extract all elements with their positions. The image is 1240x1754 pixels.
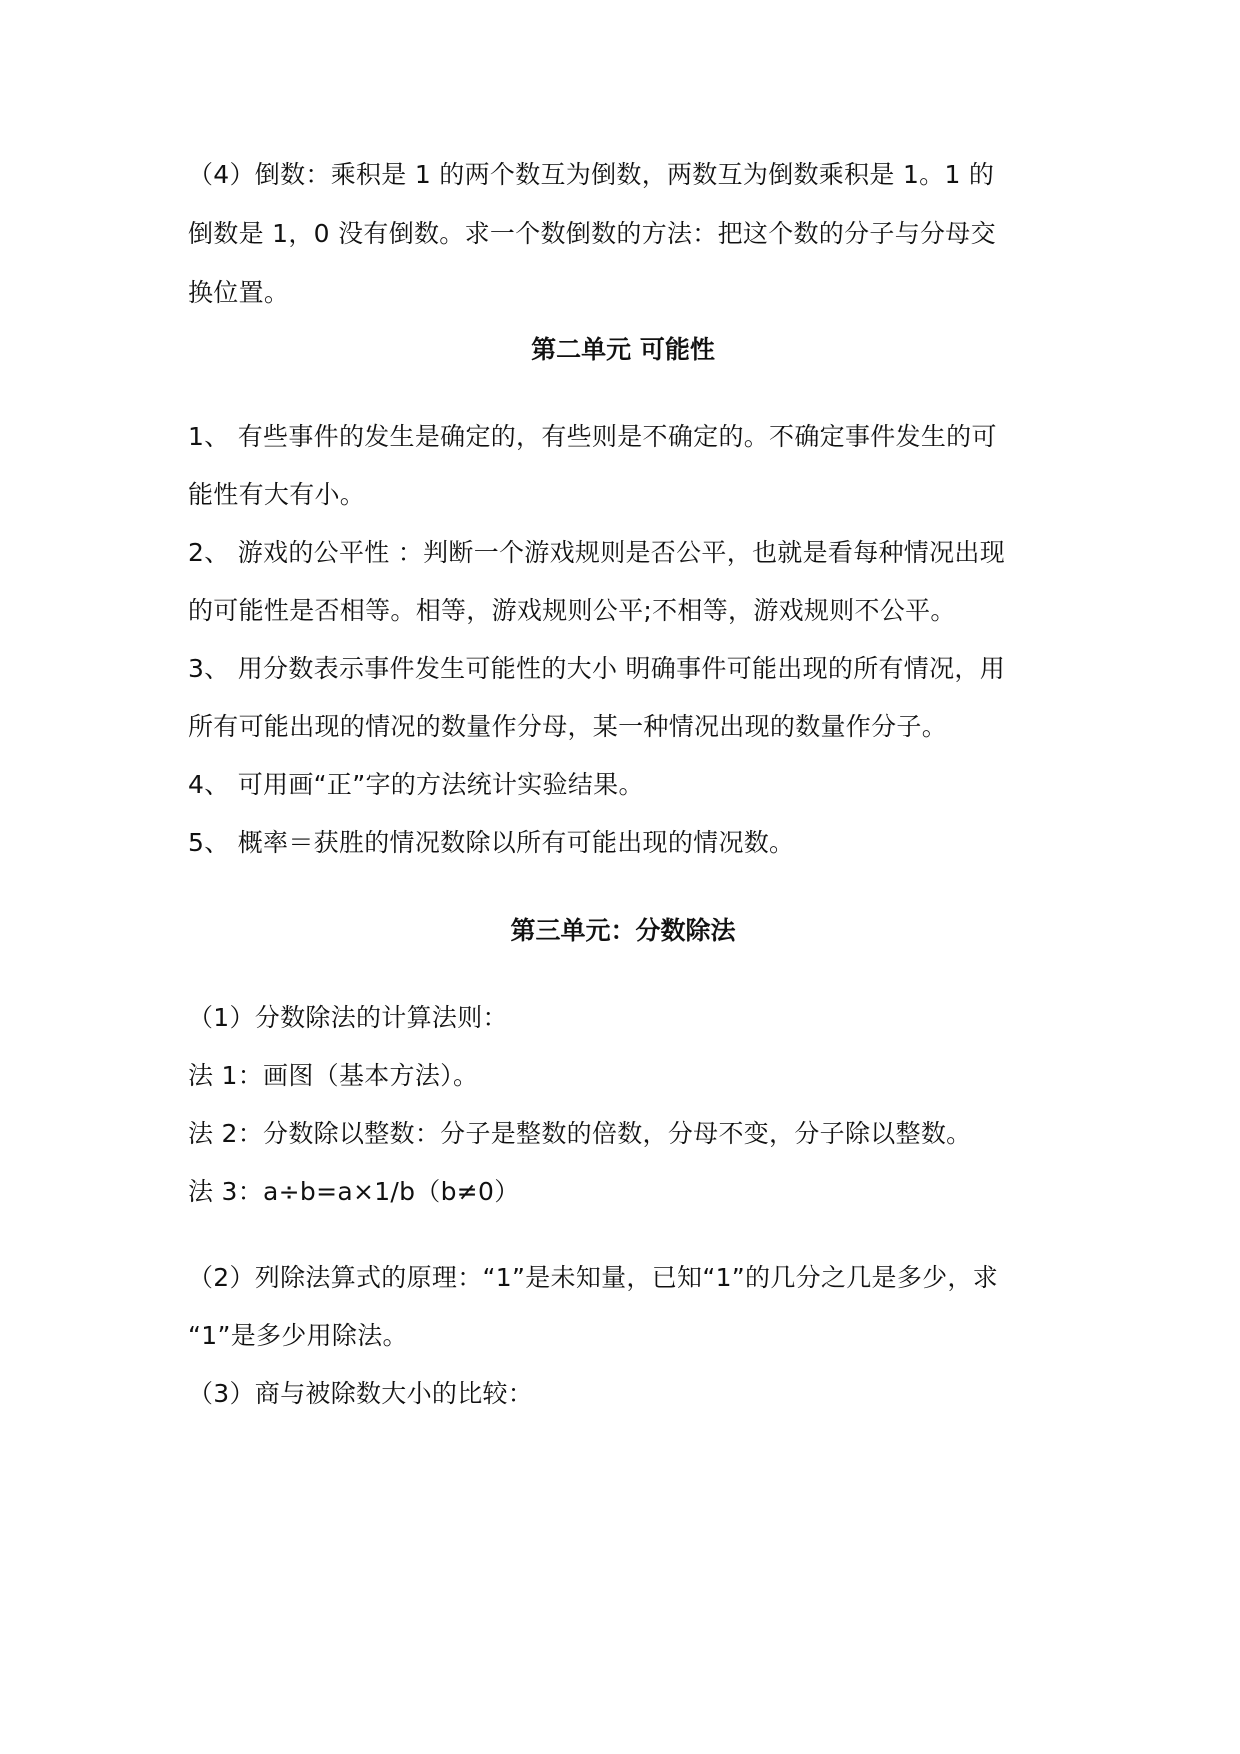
paragraph-line: （1）分数除法的计算法则： [188, 1003, 508, 1032]
paragraph-line: “1”是多少用除法。 [188, 1321, 408, 1350]
paragraph-line: 能性有大有小。 [188, 480, 366, 509]
paragraph-line: 所有可能出现的情况的数量作分母，某一种情况出现的数量作分子。 [188, 712, 948, 741]
section-heading: 第三单元：分数除法 [510, 916, 736, 945]
paragraph-line: 1、 有些事件的发生是确定的，有些则是不确定的。不确定事件发生的可 [188, 422, 997, 451]
paragraph-line: 5、 概率＝获胜的情况数除以所有可能出现的情况数。 [188, 828, 795, 857]
paragraph-line: 的可能性是否相等。相等，游戏规则公平;不相等，游戏规则不公平。 [188, 596, 956, 625]
paragraph-line: 倒数是 1，0 没有倒数。求一个数倒数的方法：把这个数的分子与分母交 [188, 219, 996, 248]
paragraph-line: 法 2：分数除以整数：分子是整数的倍数，分母不变，分子除以整数。 [188, 1119, 972, 1148]
paragraph-line: 法 1：画图（基本方法）。 [188, 1061, 479, 1090]
section-heading: 第二单元 可能性 [531, 335, 715, 364]
paragraph-line: 2、 游戏的公平性 ：判断一个游戏规则是否公平，也就是看每种情况出现 [188, 538, 1006, 567]
paragraph-line: 法 3：a÷b=a×1/b（b≠0） [188, 1177, 520, 1206]
paragraph-line: 3、 用分数表示事件发生可能性的大小 明确事件可能出现的所有情况，用 [188, 654, 1006, 683]
paragraph-line: 换位置。 [188, 278, 290, 307]
paragraph-line: （2）列除法算式的原理：“1”是未知量，已知“1”的几分之几是多少，求 [188, 1263, 999, 1292]
paragraph-line: （4）倒数：乘积是 1 的两个数互为倒数，两数互为倒数乘积是 1。1 的 [188, 160, 995, 189]
paragraph-line: 4、 可用画“正”字的方法统计实验结果。 [188, 770, 644, 799]
paragraph-line: （3）商与被除数大小的比较： [188, 1379, 534, 1408]
